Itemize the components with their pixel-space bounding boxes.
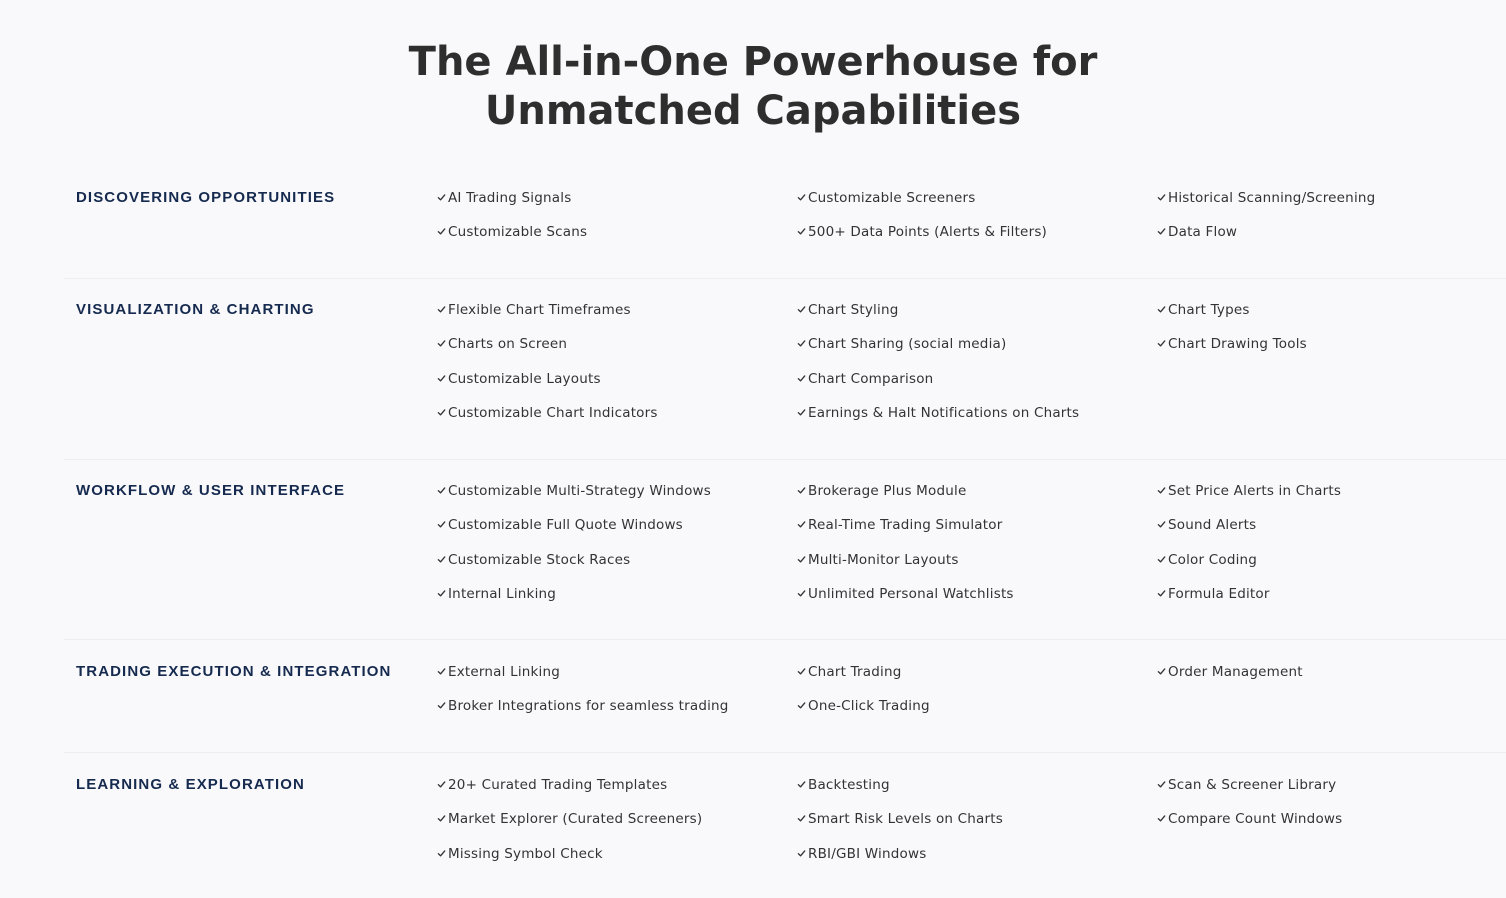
- feature-label: Backtesting: [808, 777, 890, 793]
- feature-label: Multi-Monitor Layouts: [808, 551, 959, 568]
- check-icon: [437, 374, 446, 383]
- section-heading: VISUALIZATION & CHARTING: [76, 301, 315, 318]
- page-title-line-1: The All-in-One Powerhouse for: [408, 39, 1098, 85]
- check-icon: [1157, 520, 1166, 529]
- feature-item: [437, 515, 711, 549]
- feature-item: [1157, 775, 1342, 809]
- feature-label: Earnings & Halt Notifications on Charts: [808, 404, 1080, 421]
- feature-label: Order Management: [1168, 664, 1303, 680]
- feature-label: Customizable Stock Races: [448, 551, 631, 568]
- feature-label: Smart Risk Levels on Charts: [808, 811, 1003, 828]
- check-icon: [1157, 227, 1166, 236]
- feature-column: [1157, 481, 1341, 618]
- check-icon: [1157, 589, 1166, 598]
- feature-label: Set Price Alerts in Charts: [1168, 483, 1342, 499]
- check-icon: [1157, 555, 1166, 564]
- feature-item: [797, 662, 930, 696]
- feature-item: [797, 403, 1079, 437]
- feature-column: [437, 662, 729, 731]
- feature-label: Internal Linking: [448, 585, 557, 602]
- check-icon: [437, 486, 446, 495]
- feature-item: [437, 775, 702, 809]
- feature-label: Chart Types: [1168, 302, 1250, 318]
- feature-column: [437, 481, 711, 618]
- feature-item: [437, 334, 658, 368]
- feature-label: Charts on Screen: [448, 336, 568, 353]
- check-icon: [437, 667, 446, 676]
- feature-label: External Linking: [448, 664, 561, 680]
- feature-item: [437, 662, 729, 696]
- check-icon: [797, 555, 806, 564]
- feature-item: [437, 222, 587, 256]
- feature-column: [797, 300, 1079, 437]
- check-icon: [437, 814, 446, 823]
- check-icon: [1157, 193, 1166, 202]
- feature-label: One-Click Trading: [808, 698, 930, 715]
- feature-section: [64, 481, 1506, 640]
- feature-item: [797, 844, 1003, 878]
- check-icon: [437, 305, 446, 314]
- feature-item: [797, 300, 1079, 334]
- check-icon: [797, 227, 806, 236]
- check-icon: [797, 589, 806, 598]
- check-icon: [797, 193, 806, 202]
- check-icon: [1157, 339, 1166, 348]
- check-icon: [797, 408, 806, 417]
- check-icon: [1157, 667, 1166, 676]
- check-icon: [797, 374, 806, 383]
- feature-label: Chart Comparison: [808, 370, 934, 387]
- check-icon: [797, 814, 806, 823]
- feature-column: [1157, 775, 1342, 844]
- feature-column: [437, 775, 702, 878]
- check-icon: [797, 780, 806, 789]
- feature-section: [64, 188, 1506, 279]
- page-title: [0, 38, 1506, 136]
- feature-label: Market Explorer (Curated Screeners): [448, 811, 703, 828]
- feature-item: [1157, 481, 1341, 515]
- feature-item: [797, 584, 1014, 618]
- feature-label: Customizable Multi-Strategy Windows: [448, 483, 712, 499]
- feature-label: Missing Symbol Check: [448, 845, 603, 862]
- feature-column: [1157, 188, 1375, 257]
- check-icon: [437, 555, 446, 564]
- feature-item: [1157, 550, 1341, 584]
- feature-item: [437, 403, 658, 437]
- check-icon: [437, 339, 446, 348]
- feature-label: Customizable Screeners: [808, 190, 976, 206]
- feature-label: Chart Trading: [808, 664, 902, 680]
- feature-item: [797, 809, 1003, 843]
- check-icon: [1157, 305, 1166, 314]
- check-icon: [437, 227, 446, 236]
- feature-column: [1157, 300, 1307, 369]
- feature-item: [797, 188, 1047, 222]
- check-icon: [797, 486, 806, 495]
- feature-label: Data Flow: [1168, 224, 1238, 241]
- feature-item: [1157, 515, 1341, 549]
- check-icon: [437, 520, 446, 529]
- feature-column: [437, 300, 658, 437]
- page-title-line-2: Unmatched Capabilities: [484, 88, 1022, 134]
- feature-label: Scan & Screener Library: [1168, 777, 1337, 793]
- check-icon: [1157, 780, 1166, 789]
- feature-item: [797, 775, 1003, 809]
- feature-item: [437, 844, 702, 878]
- feature-item: [1157, 188, 1375, 222]
- feature-item: [1157, 584, 1341, 618]
- feature-item: [1157, 809, 1342, 843]
- feature-label: Color Coding: [1168, 551, 1258, 568]
- check-icon: [797, 339, 806, 348]
- feature-label: Customizable Full Quote Windows: [448, 517, 683, 534]
- check-icon: [1157, 814, 1166, 823]
- feature-column: [1157, 662, 1303, 696]
- feature-item: [797, 696, 930, 730]
- feature-item: [437, 584, 711, 618]
- feature-item: [797, 334, 1079, 368]
- feature-item: [1157, 662, 1303, 696]
- feature-label: Brokerage Plus Module: [808, 483, 967, 499]
- feature-section: [64, 300, 1506, 460]
- feature-label: Chart Sharing (social media): [808, 336, 1007, 353]
- feature-label: Historical Scanning/Screening: [1168, 190, 1376, 206]
- feature-column: [797, 481, 1014, 618]
- feature-label: Flexible Chart Timeframes: [448, 302, 631, 318]
- feature-label: Compare Count Windows: [1168, 811, 1343, 828]
- feature-label: Broker Integrations for seamless trading: [448, 698, 729, 715]
- feature-column: [437, 188, 587, 257]
- feature-item: [437, 300, 658, 334]
- feature-label: Chart Drawing Tools: [1168, 336, 1307, 353]
- feature-item: [437, 550, 711, 584]
- feature-item: [797, 222, 1047, 256]
- check-icon: [797, 305, 806, 314]
- feature-section: [64, 775, 1506, 885]
- feature-item: [437, 481, 711, 515]
- check-icon: [797, 520, 806, 529]
- feature-label: Formula Editor: [1168, 585, 1270, 602]
- check-icon: [797, 667, 806, 676]
- feature-label: 500+ Data Points (Alerts & Filters): [808, 224, 1048, 241]
- feature-section: [64, 662, 1506, 753]
- feature-label: RBI/GBI Windows: [808, 845, 927, 862]
- feature-label: Customizable Layouts: [448, 370, 601, 387]
- feature-item: [797, 369, 1079, 403]
- feature-label: Customizable Scans: [448, 224, 588, 241]
- feature-item: [797, 481, 1014, 515]
- feature-item: [437, 696, 729, 730]
- check-icon: [437, 701, 446, 710]
- feature-item: [1157, 300, 1307, 334]
- section-heading: LEARNING & EXPLORATION: [76, 776, 305, 793]
- feature-item: [437, 809, 702, 843]
- check-icon: [797, 701, 806, 710]
- feature-column: [797, 662, 930, 731]
- section-heading: TRADING EXECUTION & INTEGRATION: [76, 663, 392, 680]
- feature-item: [797, 550, 1014, 584]
- feature-label: AI Trading Signals: [448, 190, 572, 206]
- section-heading: WORKFLOW & USER INTERFACE: [76, 482, 346, 499]
- feature-item: [1157, 334, 1307, 368]
- check-icon: [437, 849, 446, 858]
- check-icon: [1157, 486, 1166, 495]
- feature-label: Sound Alerts: [1168, 517, 1257, 534]
- feature-column: [797, 775, 1003, 878]
- feature-label: Real-Time Trading Simulator: [808, 517, 1003, 534]
- check-icon: [437, 193, 446, 202]
- feature-label: Customizable Chart Indicators: [448, 404, 658, 421]
- feature-item: [797, 515, 1014, 549]
- check-icon: [437, 408, 446, 417]
- check-icon: [437, 589, 446, 598]
- check-icon: [797, 849, 806, 858]
- feature-item: [437, 369, 658, 403]
- section-heading: DISCOVERING OPPORTUNITIES: [76, 189, 336, 206]
- feature-label: 20+ Curated Trading Templates: [448, 777, 668, 793]
- feature-item: [1157, 222, 1375, 256]
- feature-label: Unlimited Personal Watchlists: [808, 585, 1014, 602]
- check-icon: [437, 780, 446, 789]
- feature-label: Chart Styling: [808, 302, 899, 318]
- feature-item: [437, 188, 587, 222]
- feature-column: [797, 188, 1047, 257]
